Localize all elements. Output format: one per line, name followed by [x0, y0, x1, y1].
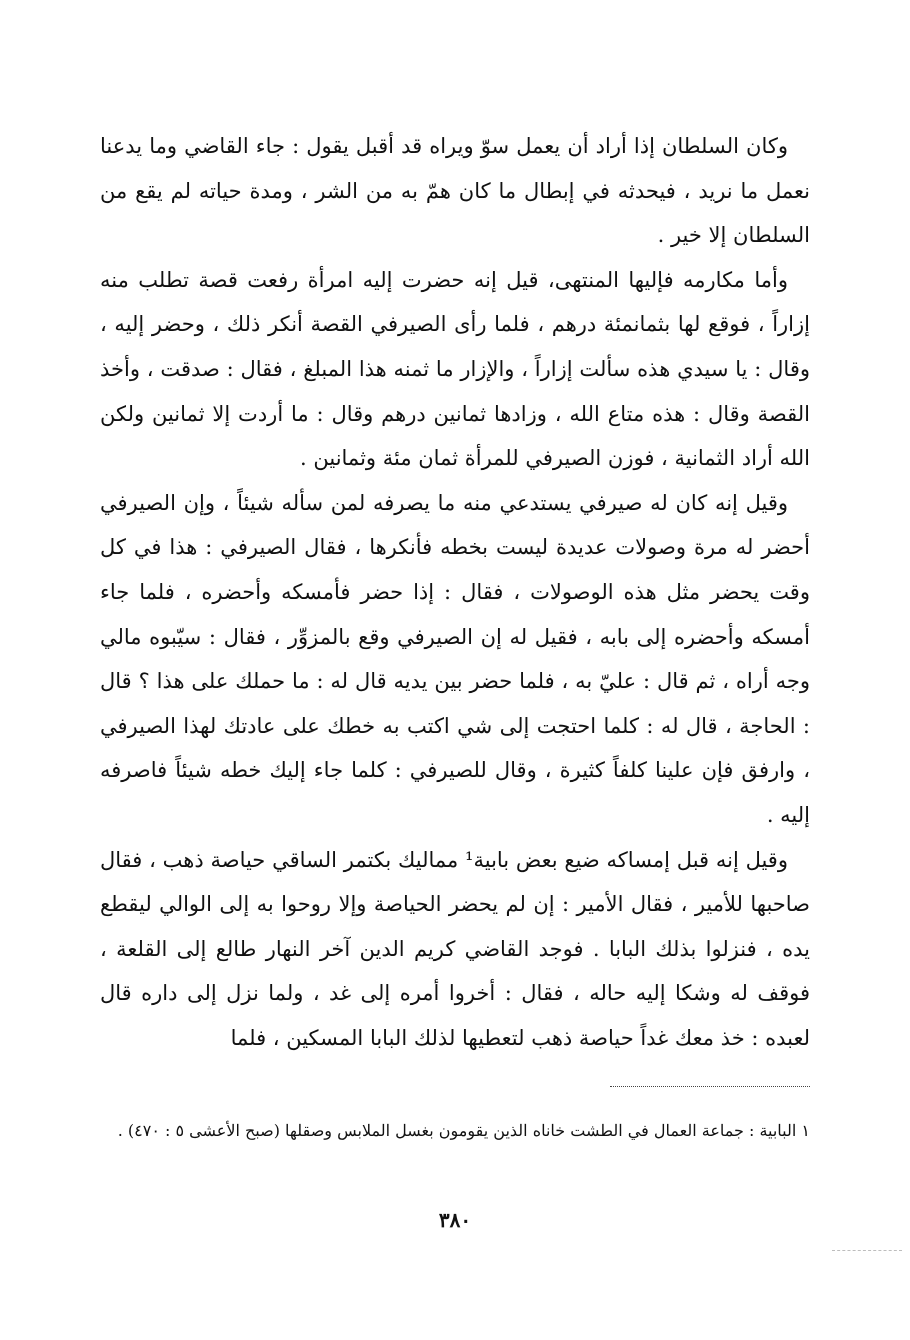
paragraph-2-text: وأما مكارمه فإليها المنتهى، قيل إنه حضرت إليه امرأة رفعت قصة تطلب منه إزاراً ، فوقع لها بثمانمئة درهم ، فلما رأى الصيرفي القصة أنكر ذلك ، وحضر إليه ، وقال : يا سيدي هذه سألت إزاراً ، والإزار ما ثمنه هذا المبلغ ، فقال : صدقت ، وأخذ القصة وقال : هذه متاع الله ، وزادها ثمانين درهم وقال : ما أردت إلا ثمانين ولكن الله أراد الثمانية ، فوزن الصيرفي للمرأة ثمان مئة وثمانين .: [100, 267, 810, 471]
footnote-divider: [610, 1086, 810, 1087]
paragraph-1: [100, 124, 810, 258]
paragraph-3-text: وقيل إنه كان له صيرفي يستدعي منه ما يصرفه لمن سأله شيئاً ، وإن الصيرفي أحضر له مرة وصولات عديدة ليست بخطه فأنكرها ، فقال الصيرفي : هذا في كل وقت يحضر مثل هذه الوصولات ، فقال : إذا حضر فأمسكه وأحضره ، فلما جاء أمسكه وأحضره إلى بابه ، فقيل له إن الصيرفي وقع بالمزوِّر ، فقال : سيّبوه مالي وجه أراه ، ثم قال : عليّ به ، فلما حضر بين يديه قال له : ما حملك على هذا ؟ قال : الحاجة ، قال له : كلما احتجت إلى شي اكتب به خطك على عادتك لهذا الصيرفي ، وارفق فإن علينا كلفاً كثيرة ، وقال للصيرفي : كلما جاء إليك خطه شيئاً فاصرفه إليه .: [100, 490, 810, 827]
paragraph-2: [100, 258, 810, 481]
page-number: ٣٨٠: [438, 1208, 472, 1232]
scan-edge-mark: [832, 1250, 902, 1251]
paragraph-1-text: وكان السلطان إذا أراد أن يعمل سوّ ويراه قد أقبل يقول : جاء القاضي وما يدعنا نعمل ما نريد ، فيحدثه في إبطال ما كان همّ به من الشر ، ومدة حياته لم يقع من السلطان إلا خير .: [100, 134, 810, 248]
footnote: [100, 1116, 810, 1146]
paragraph-4-text: وقيل إنه قبل إمساكه ضيع بعض بابية¹ مماليك بكتمر الساقي حياصة ذهب ، فقال صاحبها للأمير ، فقال الأمير : إن لم يحضر الحياصة وإلا روحوا به إلى الوالي ليقطع يده ، فنزلوا بذلك البابا . فوجد القاضي كريم الدين آخر النهار طالع إلى القلعة ، فوقف له وشكا إليه حاله ، فقال : أخروا أمره إلى غد ، ولما نزل إلى داره قال لعبده : خذ معك غداً حياصة ذهب لتعطيها لذلك البابا المسكين ، فلما: [100, 847, 810, 1050]
paragraph-3: [100, 481, 810, 838]
main-text: [100, 124, 810, 1060]
paragraph-4: [100, 838, 810, 1061]
footnote-text: ١ البابية : جماعة العمال في الطشت خاناه الذين يقومون بغسل الملابس وصقلها (صبح الأعشى ٥ : ٤٧٠) .: [117, 1121, 810, 1140]
